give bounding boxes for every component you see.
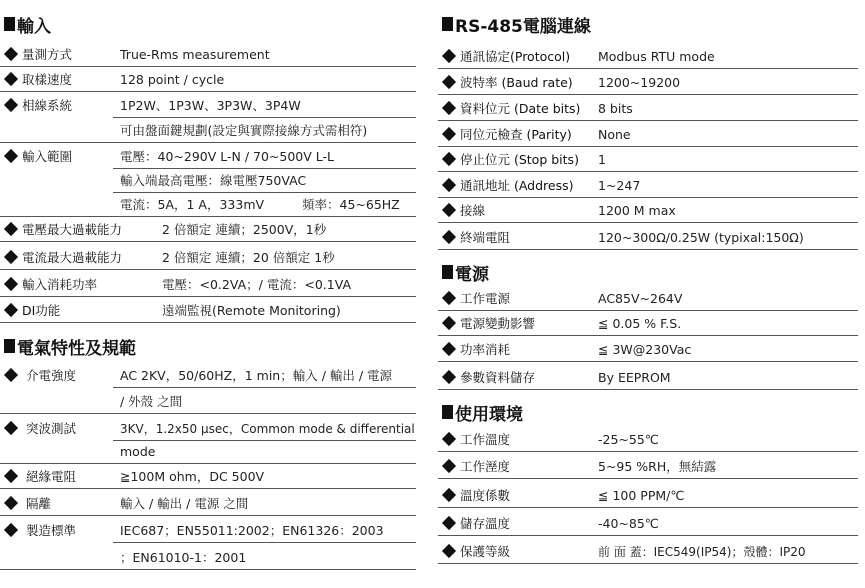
spec-row-voltage-overload <box>0 218 416 243</box>
row-divider <box>113 387 416 388</box>
row-divider <box>438 120 858 121</box>
spec-row-storage-temp <box>438 512 858 537</box>
spec-row-current-overload <box>0 246 416 271</box>
row-divider <box>113 542 416 543</box>
spec-label: 輸入消耗功率 <box>22 277 98 292</box>
spec-value: 2 倍額定 連續；20 倍額定 1秒 <box>162 250 335 265</box>
spec-row-data-bits <box>438 97 858 122</box>
diamond-bullet-icon <box>4 149 18 163</box>
row-divider <box>438 335 858 336</box>
spec-value: 電壓：<0.2VA；/ 電流：<0.1VA <box>162 277 351 292</box>
row-divider <box>0 216 416 217</box>
spec-label: 製造標準 <box>26 523 77 538</box>
diamond-bullet-icon <box>442 75 456 89</box>
spec-row-dielectric <box>0 364 416 389</box>
spec-label: 介電強度 <box>26 368 77 383</box>
spec-label: 通訊地址 (Address) <box>460 178 574 193</box>
diamond-bullet-icon <box>4 368 18 382</box>
spec-value: 1P2W、1P3W、3P3W、3P4W <box>120 98 301 113</box>
square-bullet-icon <box>442 405 453 419</box>
spec-label: 量測方式 <box>22 47 73 62</box>
spec-label: 波特率 (Baud rate) <box>460 75 573 90</box>
spec-label: 輸入範圍 <box>22 149 73 164</box>
spec-value: / 外殼 之間 <box>120 394 183 409</box>
spec-value: None <box>598 127 631 142</box>
square-bullet-icon <box>442 17 453 31</box>
spec-row-terminal-resistor <box>438 226 858 251</box>
spec-label: 終端電阻 <box>460 230 511 245</box>
spec-value: 5~95 %RH，無結露 <box>598 459 717 474</box>
diamond-bullet-icon <box>4 98 18 112</box>
spec-row-operating-temp <box>438 428 858 453</box>
spec-label: 通訊協定(Protocol) <box>460 49 571 64</box>
spec-label: 停止位元 (Stop bits) <box>460 152 579 167</box>
diamond-bullet-icon <box>442 127 456 141</box>
section-title-environment: 使用環境 <box>442 400 523 424</box>
diamond-bullet-icon <box>442 432 456 446</box>
diamond-bullet-icon <box>4 303 18 317</box>
spec-label: 儲存溫度 <box>460 516 511 531</box>
row-divider <box>438 222 858 223</box>
diamond-bullet-icon <box>442 516 456 530</box>
spec-value: 2 倍額定 連續；2500V，1秒 <box>162 222 327 237</box>
spec-label: 隔離 <box>26 496 52 511</box>
spec-label: 參數資料儲存 <box>460 370 536 385</box>
row-divider <box>0 515 416 516</box>
spec-row-protocol <box>438 45 858 70</box>
spec-row-power-variation <box>438 312 858 337</box>
spec-value: 1 <box>598 152 606 167</box>
spec-row-protection-class <box>438 540 858 565</box>
spec-value: 1~247 <box>598 178 641 193</box>
spec-value: AC 2KV，50/60HZ，1 min；輸入 / 輸出 / 電源 <box>120 368 393 383</box>
diamond-bullet-icon <box>4 47 18 61</box>
spec-label: 電流最大過載能力 <box>22 250 123 265</box>
spec-value: 可由盤面鍵規劃(設定與實際接線方式需相符) <box>120 123 368 138</box>
diamond-bullet-icon <box>442 152 456 166</box>
spec-value-frequency: 頻率：45~65HZ <box>302 197 400 212</box>
spec-value: ≦ 100 PPM/℃ <box>598 488 685 503</box>
row-divider <box>0 296 416 297</box>
spec-value: IEC687；EN55011:2002；EN61326：2003 <box>120 523 384 538</box>
spec-row-standards-cont <box>0 546 416 571</box>
spec-value: 120~300Ω/0.25W (typixal:150Ω) <box>598 230 804 245</box>
spec-row-temp-coefficient <box>438 484 858 509</box>
spec-row-wiring-system <box>0 94 416 119</box>
row-divider <box>438 361 858 362</box>
spec-value: ；EN61010-1：2001 <box>120 550 247 565</box>
spec-value: -25~55℃ <box>598 432 659 447</box>
spec-label: DI功能 <box>22 303 61 318</box>
square-bullet-icon <box>442 265 453 279</box>
spec-row-isolation <box>0 492 416 517</box>
row-divider <box>438 249 858 250</box>
diamond-bullet-icon <box>4 72 18 86</box>
row-divider <box>0 91 416 92</box>
diamond-bullet-icon <box>442 488 456 502</box>
spec-row-baud-rate <box>438 71 858 96</box>
spec-value: 遠端監視(Remote Monitoring) <box>162 303 341 318</box>
diamond-bullet-icon <box>442 316 456 330</box>
diamond-bullet-icon <box>442 101 456 115</box>
spec-value: 電流：5A，1 A，333mV <box>120 197 265 212</box>
spec-value: ≧100M ohm，DC 500V <box>120 469 265 484</box>
row-divider <box>0 322 416 323</box>
spec-row-stop-bits <box>438 148 858 173</box>
spec-label: 工作溫度 <box>460 432 511 447</box>
spec-value: ≦ 0.05 % F.S. <box>598 316 682 331</box>
spec-row-wiring-note <box>0 119 416 144</box>
spec-value: True-Rms measurement <box>120 47 270 62</box>
spec-label: 保護等級 <box>460 544 511 559</box>
spec-label: 資料位元 (Date bits) <box>460 101 581 116</box>
row-divider <box>438 507 858 508</box>
square-bullet-icon <box>4 17 15 31</box>
row-divider <box>438 535 858 536</box>
diamond-bullet-icon <box>4 496 18 510</box>
diamond-bullet-icon <box>442 230 456 244</box>
section-title-electrical: 電氣特性及規範 <box>4 334 136 358</box>
row-divider <box>0 488 416 489</box>
row-divider <box>438 478 858 479</box>
spec-value: 3KV，1.2x50 μsec，Common mode & differential <box>120 422 415 436</box>
spec-label: 功率消耗 <box>460 342 511 357</box>
spec-row-standards <box>0 519 416 544</box>
row-divider <box>0 66 416 67</box>
diamond-bullet-icon <box>442 342 456 356</box>
spec-row-address <box>438 174 858 199</box>
spec-label: 突波測試 <box>26 421 77 436</box>
section-title-input: 輸入 <box>4 12 51 36</box>
spec-row-power-consumption <box>438 338 858 363</box>
diamond-bullet-icon <box>4 250 18 264</box>
spec-row-wiring <box>438 199 858 224</box>
spec-value: 128 point / cycle <box>120 72 225 87</box>
row-divider <box>438 451 858 452</box>
spec-row-surge-cont <box>0 440 416 465</box>
diamond-bullet-icon <box>4 421 18 435</box>
spec-row-input-range <box>0 145 416 170</box>
spec-label: 相線系統 <box>22 98 73 113</box>
diamond-bullet-icon <box>442 291 456 305</box>
diamond-bullet-icon <box>442 370 456 384</box>
spec-row-input-burden <box>0 273 416 298</box>
row-divider <box>0 569 416 570</box>
spec-label: 同位元檢查 (Parity) <box>460 127 572 142</box>
diamond-bullet-icon <box>4 277 18 291</box>
spec-value: 輸入 / 輸出 / 電源 之間 <box>120 496 249 511</box>
row-divider <box>0 413 416 414</box>
row-divider <box>438 171 858 172</box>
row-divider <box>438 310 858 311</box>
row-divider <box>438 563 858 564</box>
spec-value: 前 面 蓋：IEC549(IP54)；殼體：IP20 <box>598 545 806 559</box>
row-divider <box>0 142 416 143</box>
spec-row-insulation <box>0 465 416 490</box>
spec-row-surge-test <box>0 417 430 442</box>
spec-value: AC85V~264V <box>598 291 683 306</box>
diamond-bullet-icon <box>442 49 456 63</box>
spec-value: 1200 M max <box>598 203 676 218</box>
spec-label: 取樣速度 <box>22 72 73 87</box>
spec-row-di-function <box>0 299 416 324</box>
section-title-power: 電源 <box>442 260 489 284</box>
diamond-bullet-icon <box>442 459 456 473</box>
spec-row-parameter-storage <box>438 366 858 391</box>
spec-row-current-frequency <box>0 193 416 218</box>
row-divider <box>438 68 858 69</box>
diamond-bullet-icon <box>442 544 456 558</box>
row-divider <box>438 94 858 95</box>
spec-value: 電壓：40~290V L-N / 70~500V L-L <box>120 149 335 164</box>
square-bullet-icon <box>4 339 15 353</box>
row-divider <box>438 389 858 390</box>
spec-label: 接線 <box>460 203 486 218</box>
row-divider <box>0 269 416 270</box>
diamond-bullet-icon <box>4 523 18 537</box>
spec-row-measure-method <box>0 43 416 68</box>
spec-value: By EEPROM <box>598 370 671 385</box>
row-divider <box>438 146 858 147</box>
spec-row-max-voltage <box>0 169 416 194</box>
spec-label: 溫度係數 <box>460 488 511 503</box>
row-divider <box>113 117 416 118</box>
spec-row-operating-humidity <box>438 455 858 480</box>
spec-label: 工作溼度 <box>460 459 511 474</box>
row-divider <box>0 241 416 242</box>
spec-value: ≦ 3W@230Vac <box>598 342 692 357</box>
row-divider <box>0 463 416 464</box>
spec-label: 絕緣電阻 <box>26 469 77 484</box>
spec-label: 電源變動影響 <box>460 316 536 331</box>
section-title-rs485: RS-485電腦連線 <box>442 12 591 36</box>
diamond-bullet-icon <box>442 178 456 192</box>
spec-value: 輸入端最高電壓：線電壓750VAC <box>120 173 307 188</box>
spec-value: Modbus RTU mode <box>598 49 715 64</box>
spec-value: mode <box>120 444 156 459</box>
spec-value: 1200~19200 <box>598 75 681 90</box>
spec-row-parity <box>438 123 858 148</box>
diamond-bullet-icon <box>4 469 18 483</box>
spec-label: 工作電源 <box>460 291 511 306</box>
spec-value: -40~85℃ <box>598 516 659 531</box>
spec-row-dielectric-cont <box>0 390 416 415</box>
diamond-bullet-icon <box>442 203 456 217</box>
diamond-bullet-icon <box>4 222 18 236</box>
spec-value: 8 bits <box>598 101 633 116</box>
spec-row-sampling-rate <box>0 68 416 93</box>
row-divider <box>438 197 858 198</box>
spec-label: 電壓最大過載能力 <box>22 222 123 237</box>
spec-row-operating-power <box>438 287 858 312</box>
